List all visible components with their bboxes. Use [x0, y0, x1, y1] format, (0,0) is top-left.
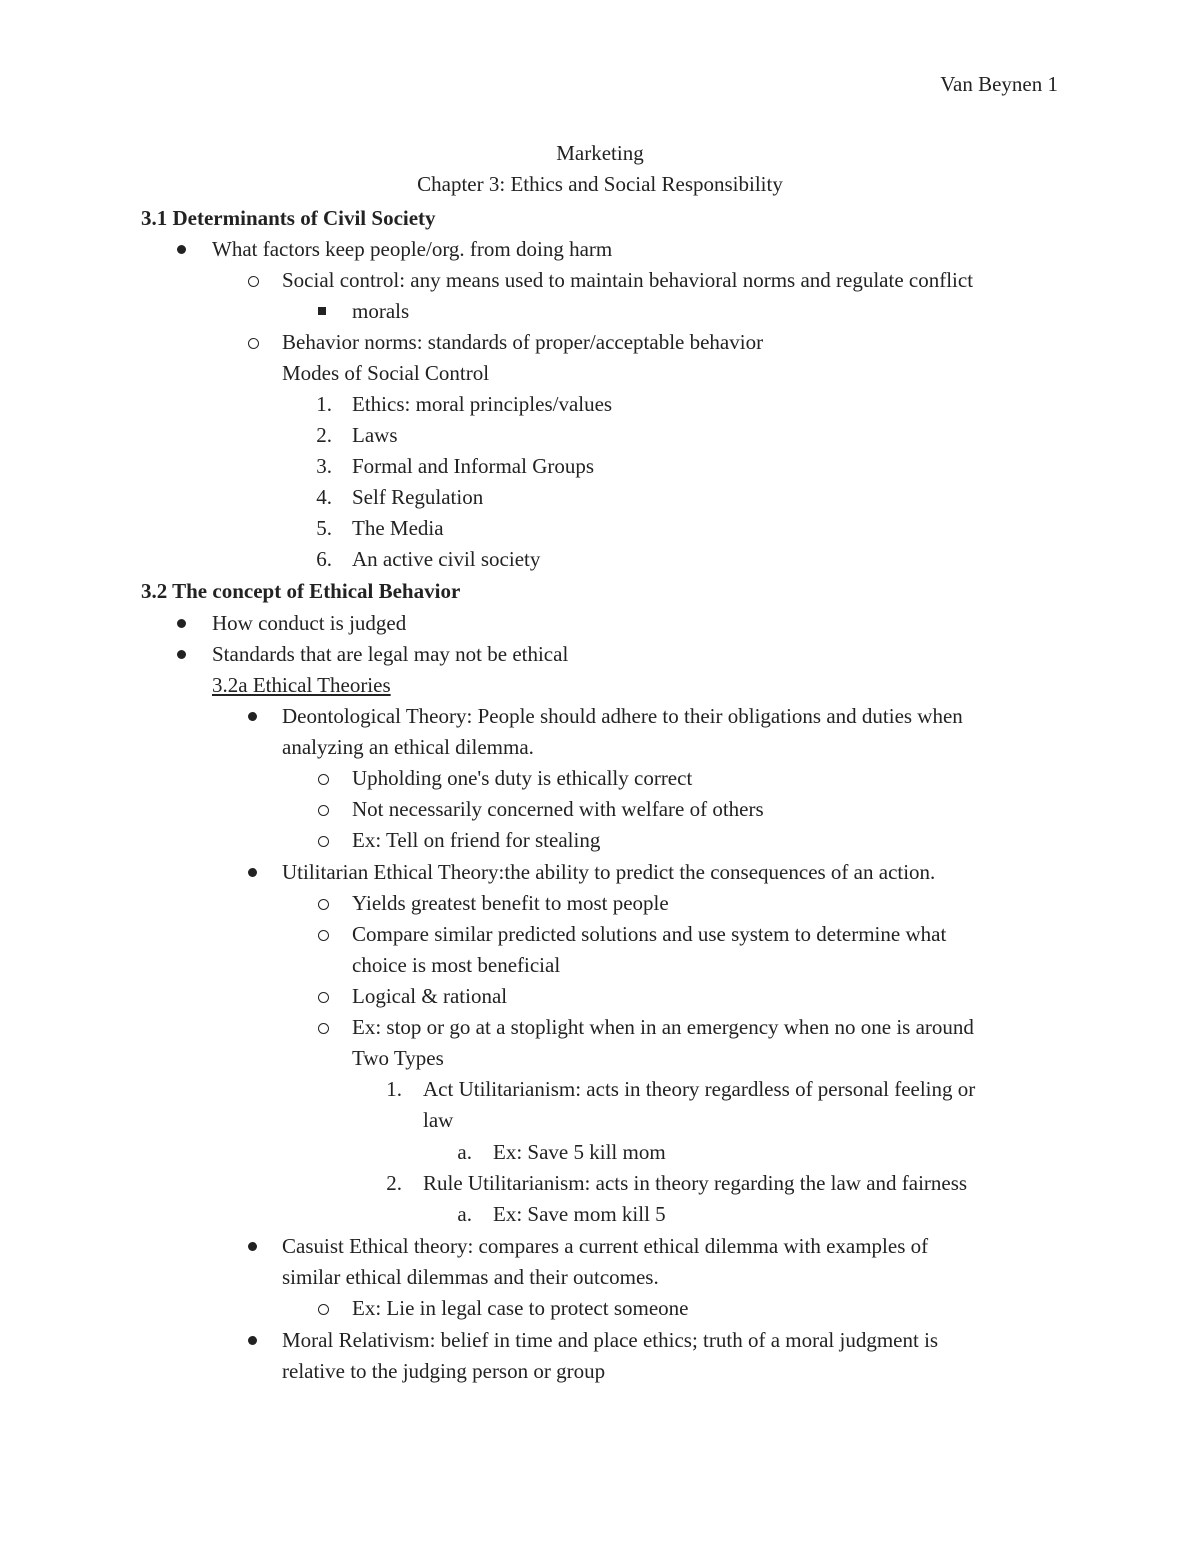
list-number: 3.	[316, 454, 332, 478]
list-item: Social control: any means used to maintain behavioral norms and regulate conflict	[282, 268, 974, 292]
hollow-bullet-icon	[318, 805, 329, 816]
hollow-bullet-icon	[318, 992, 329, 1003]
hollow-bullet-icon	[248, 338, 259, 349]
list-item: Yields greatest benefit to most people	[352, 891, 669, 915]
list-item: Ethics: moral principles/values	[352, 392, 613, 416]
list-item: Ex: Save mom kill 5	[493, 1202, 666, 1226]
hollow-bullet-icon	[248, 276, 259, 287]
list-item: Compare similar predicted solutions and use system to determine what	[352, 922, 947, 946]
list-item: Utilitarian Ethical Theory:the ability to predict the consequences of an action.	[282, 860, 936, 884]
list-item: Self Regulation	[352, 485, 484, 509]
list-number: 1.	[386, 1077, 402, 1101]
list-item: Ex: Tell on friend for stealing	[352, 828, 601, 852]
bullet-icon	[248, 1336, 257, 1345]
two-types-label: Two Types	[352, 1046, 444, 1070]
list-item-continued: similar ethical dilemmas and their outcomes.	[282, 1265, 659, 1289]
list-number: 4.	[316, 485, 332, 509]
bullet-icon	[177, 650, 186, 659]
doc-title: Marketing	[556, 141, 644, 165]
subsection-heading: 3.2a Ethical Theories	[212, 673, 391, 697]
list-item-continued: choice is most beneficial	[352, 953, 561, 977]
list-item: How conduct is judged	[212, 611, 407, 635]
list-item: Standards that are legal may not be ethical	[212, 642, 569, 666]
list-item: The Media	[352, 516, 444, 540]
square-bullet-icon	[318, 307, 326, 315]
list-item: Rule Utilitarianism: acts in theory regarding the law and fairness	[423, 1171, 968, 1195]
list-number: 6.	[316, 547, 332, 571]
hollow-bullet-icon	[318, 899, 329, 910]
section-heading-3-2: 3.2 The concept of Ethical Behavior	[141, 579, 461, 603]
hollow-bullet-icon	[318, 930, 329, 941]
list-item: Behavior norms: standards of proper/acceptable behavior	[282, 330, 764, 354]
list-item: What factors keep people/org. from doing harm	[212, 237, 613, 261]
list-item-continued: analyzing an ethical dilemma.	[282, 735, 534, 759]
hollow-bullet-icon	[318, 836, 329, 847]
list-item: Act Utilitarianism: acts in theory regardless of personal feeling or	[423, 1077, 976, 1101]
modes-label: Modes of Social Control	[282, 361, 490, 385]
list-item: Laws	[352, 423, 398, 447]
list-item: morals	[352, 299, 410, 323]
bullet-icon	[248, 868, 257, 877]
list-letter: a.	[457, 1202, 472, 1226]
hollow-bullet-icon	[318, 774, 329, 785]
list-item: An active civil society	[352, 547, 541, 571]
list-number: 1.	[316, 392, 332, 416]
bullet-icon	[248, 712, 257, 721]
list-item: Not necessarily concerned with welfare of others	[352, 797, 764, 821]
list-item: Ex: stop or go at a stoplight when in an emergency when no one is around	[352, 1015, 974, 1039]
hollow-bullet-icon	[318, 1304, 329, 1315]
list-letter: a.	[457, 1140, 472, 1164]
list-item: Formal and Informal Groups	[352, 454, 595, 478]
list-item: Logical & rational	[352, 984, 508, 1008]
hollow-bullet-icon	[318, 1023, 329, 1034]
list-number: 2.	[386, 1171, 402, 1195]
bullet-icon	[177, 245, 186, 254]
list-item-continued: law	[423, 1108, 454, 1132]
bullet-icon	[177, 619, 186, 628]
list-item: Casuist Ethical theory: compares a current ethical dilemma with examples of	[282, 1234, 929, 1258]
list-item: Deontological Theory: People should adhere to their obligations and duties when	[282, 704, 963, 728]
list-item: Moral Relativism: belief in time and place ethics; truth of a moral judgment is	[282, 1328, 939, 1352]
bullet-icon	[248, 1242, 257, 1251]
list-item: Upholding one's duty is ethically correct	[352, 766, 693, 790]
page-header: Van Beynen 1	[940, 72, 1058, 96]
list-item-continued: relative to the judging person or group	[282, 1359, 606, 1383]
section-heading-3-1: 3.1 Determinants of Civil Society	[141, 206, 436, 230]
doc-subtitle: Chapter 3: Ethics and Social Responsibility	[417, 172, 783, 196]
list-number: 2.	[316, 423, 332, 447]
list-item: Ex: Lie in legal case to protect someone	[352, 1296, 689, 1320]
list-number: 5.	[316, 516, 332, 540]
list-item: Ex: Save 5 kill mom	[493, 1140, 666, 1164]
